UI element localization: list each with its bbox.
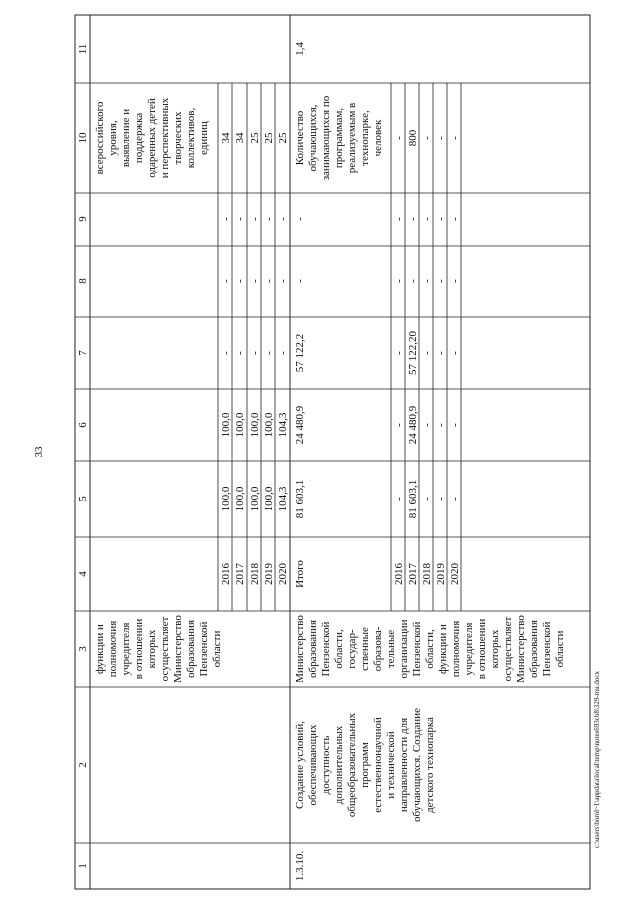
- col-header-10: 10: [77, 132, 89, 144]
- value-cell: -: [407, 279, 419, 283]
- text-line: области,: [333, 629, 345, 669]
- value-cell: -: [407, 217, 419, 221]
- row-b-col3: [294, 615, 566, 683]
- row-a-col9: [220, 217, 289, 221]
- year-cell: 2019: [435, 563, 447, 585]
- text-line: осуществляет: [502, 616, 514, 682]
- footer-path: c:\users\borol~1\appdata\local\temp\notes693cb8\329-mu.docx: [593, 671, 601, 848]
- text-line: функции и: [94, 624, 106, 674]
- value-cell: -: [277, 351, 289, 355]
- text-line: которых: [489, 629, 501, 669]
- value-cell: -: [449, 423, 461, 427]
- row-a-col10: [94, 97, 210, 178]
- value-cell: 100,0: [263, 486, 275, 512]
- text-line: тельные: [385, 629, 397, 669]
- text-line: программ: [359, 742, 371, 788]
- value-cell: -: [249, 217, 261, 221]
- text-line: выявление и: [120, 108, 132, 168]
- row-b-total: [294, 217, 306, 588]
- text-line: творческих: [172, 111, 184, 165]
- total-label: Итого: [294, 560, 306, 588]
- row-b-years: [393, 563, 461, 586]
- value-cell: -: [421, 497, 433, 501]
- row-a-years: [220, 563, 289, 586]
- text-line: естественнонаучной: [372, 717, 384, 813]
- total-col6: 24 480,9: [294, 405, 306, 445]
- text-line: Пензенской: [411, 621, 423, 677]
- year-cell: 2020: [277, 563, 289, 585]
- col-header-8: 8: [77, 278, 89, 284]
- text-line: Создание условий,: [294, 721, 306, 809]
- value-cell: -: [234, 351, 246, 355]
- text-line: программам,: [333, 107, 345, 169]
- text-line: единиц: [198, 121, 210, 155]
- row-a: [94, 97, 289, 683]
- value-cell: -: [421, 217, 433, 221]
- text-line: полномочия: [107, 620, 119, 678]
- value-cell: 25: [249, 132, 261, 144]
- value-cell: -: [393, 423, 405, 427]
- value-cell: 100,0: [249, 486, 261, 512]
- col-header-7: 7: [77, 350, 89, 356]
- row-b-col2: [294, 708, 436, 822]
- text-line: занимающихся по: [320, 95, 332, 181]
- value-cell: 800: [407, 129, 419, 147]
- value-cell: -: [449, 279, 461, 283]
- value-cell: 104,3: [277, 412, 289, 438]
- value-cell: 100,0: [234, 486, 246, 512]
- row-a-col5: [220, 486, 289, 511]
- total-col7: 57 122,2: [294, 333, 306, 373]
- year-cell: 2018: [421, 563, 433, 585]
- row-b-col5: [393, 480, 461, 519]
- row-b-col9: [393, 217, 461, 221]
- value-cell: -: [435, 351, 447, 355]
- row-a-col8: [220, 279, 289, 283]
- value-cell: 25: [277, 132, 289, 144]
- text-line: доступность: [320, 735, 332, 795]
- total-col8: -: [294, 279, 306, 283]
- value-cell: -: [449, 497, 461, 501]
- col-header-3: 3: [77, 646, 89, 652]
- row-b-col11: 1,4: [294, 42, 306, 56]
- value-cell: -: [393, 279, 405, 283]
- row-b-col10: [294, 95, 384, 180]
- text-line: ственные: [359, 627, 371, 671]
- value-cell: -: [421, 351, 433, 355]
- page-number: 33: [33, 446, 45, 458]
- value-cell: -: [435, 423, 447, 427]
- col-header-4: 4: [77, 571, 89, 577]
- text-line: и технической: [385, 731, 397, 799]
- row-a-col3: [94, 615, 223, 683]
- value-cell: -: [220, 351, 232, 355]
- text-line: Пензенской: [198, 621, 210, 677]
- value-cell: 25: [263, 132, 275, 144]
- text-line: обеспечивающих: [307, 724, 319, 806]
- col-header-5: 5: [77, 496, 89, 502]
- year-cell: 2019: [263, 563, 275, 585]
- value-cell: -: [220, 217, 232, 221]
- text-line: поддержка: [133, 112, 145, 164]
- col-header-11: 11: [77, 43, 89, 55]
- text-line: организации: [398, 619, 410, 679]
- text-line: образования: [307, 619, 319, 679]
- value-cell: -: [421, 423, 433, 427]
- value-cell: -: [435, 217, 447, 221]
- text-line: в отношении: [476, 618, 488, 680]
- year-cell: 2017: [407, 563, 419, 585]
- value-cell: 100,0: [234, 412, 246, 438]
- column-header-row: [77, 44, 89, 869]
- value-cell: 34: [220, 132, 232, 144]
- value-cell: -: [263, 351, 275, 355]
- value-cell: -: [449, 136, 461, 140]
- text-line: области: [211, 630, 223, 668]
- text-line: человек: [372, 119, 384, 157]
- value-cell: -: [277, 279, 289, 283]
- value-cell: -: [449, 351, 461, 355]
- value-cell: -: [393, 497, 405, 501]
- row-a-col6: [220, 412, 289, 437]
- value-cell: -: [393, 351, 405, 355]
- value-cell: -: [220, 279, 232, 283]
- year-cell: 2016: [220, 563, 232, 585]
- text-line: детского технопарка: [424, 717, 436, 813]
- text-line: функции и: [437, 624, 449, 674]
- value-cell: -: [234, 279, 246, 283]
- total-col5: 81 603,1: [294, 479, 306, 519]
- text-line: одаренных детей: [146, 98, 158, 178]
- value-cell: -: [449, 217, 461, 221]
- text-line: Министерство: [172, 615, 184, 683]
- total-col9: -: [294, 217, 306, 221]
- value-cell: -: [249, 279, 261, 283]
- value-cell: 100,0: [220, 412, 232, 438]
- text-line: Количество: [294, 110, 306, 166]
- text-line: реализуемым в: [346, 102, 358, 174]
- row-b-col6: [393, 405, 461, 444]
- text-line: коллективов,: [185, 107, 197, 169]
- text-line: дополнительных: [333, 725, 345, 805]
- text-line: которых: [146, 629, 158, 669]
- value-cell: -: [263, 217, 275, 221]
- text-line: Пензенской: [541, 621, 553, 677]
- row-a-col7: [220, 351, 289, 355]
- year-cell: 2016: [393, 563, 405, 585]
- row-b-col10-values: [393, 129, 461, 146]
- text-line: обучающихся,: [307, 104, 319, 172]
- year-cell: 2017: [234, 563, 246, 585]
- text-line: осуществляет: [159, 616, 171, 682]
- value-cell: -: [421, 136, 433, 140]
- value-cell: -: [393, 136, 405, 140]
- col-header-1: 1: [77, 863, 89, 869]
- text-line: Министерство: [294, 615, 306, 683]
- value-cell: -: [435, 136, 447, 140]
- value-cell: 100,0: [220, 486, 232, 512]
- text-line: образования: [185, 619, 197, 679]
- row-b-col7: [393, 331, 461, 376]
- text-line: образования: [528, 619, 540, 679]
- text-line: учредителя: [120, 622, 132, 676]
- value-cell: 100,0: [263, 412, 275, 438]
- year-cell: 2018: [249, 563, 261, 585]
- value-cell: -: [263, 279, 275, 283]
- text-line: в отношении: [133, 618, 145, 680]
- text-line: направленности для: [398, 717, 410, 813]
- value-cell: -: [393, 217, 405, 221]
- text-line: области,: [424, 629, 436, 669]
- text-line: учредителя: [463, 622, 475, 676]
- text-line: Пензенской: [320, 621, 332, 677]
- text-line: образова-: [372, 626, 384, 672]
- value-cell: -: [435, 497, 447, 501]
- col-header-6: 6: [77, 422, 89, 428]
- text-line: и перспективных: [159, 97, 171, 179]
- value-cell: -: [234, 217, 246, 221]
- text-line: Министерство: [515, 615, 527, 683]
- value-cell: 34: [234, 132, 246, 144]
- row-b-col8: [393, 279, 461, 283]
- value-cell: -: [421, 279, 433, 283]
- value-cell: 24 480,9: [407, 405, 419, 445]
- value-cell: -: [249, 351, 261, 355]
- text-line: всероссийского: [94, 101, 106, 175]
- row-a-col10-values: [220, 132, 289, 144]
- col-header-9: 9: [77, 216, 89, 222]
- value-cell: -: [435, 279, 447, 283]
- text-line: области: [554, 630, 566, 668]
- text-line: технопарке,: [359, 110, 371, 166]
- year-cell: 2020: [449, 563, 461, 585]
- value-cell: 81 603,1: [407, 479, 419, 519]
- text-line: обучающихся. Создание: [411, 708, 423, 822]
- text-line: полномочия: [450, 620, 462, 678]
- value-cell: 104,3: [277, 486, 289, 512]
- value-cell: -: [277, 217, 289, 221]
- row-number: 1.3.10.: [294, 850, 306, 882]
- text-line: уровня,: [107, 120, 119, 156]
- text-line: государ-: [346, 629, 358, 669]
- text-line: общеобразовательных: [346, 712, 358, 818]
- value-cell: 100,0: [249, 412, 261, 438]
- col-header-2: 2: [77, 762, 89, 768]
- value-cell: 57 122,20: [407, 331, 419, 375]
